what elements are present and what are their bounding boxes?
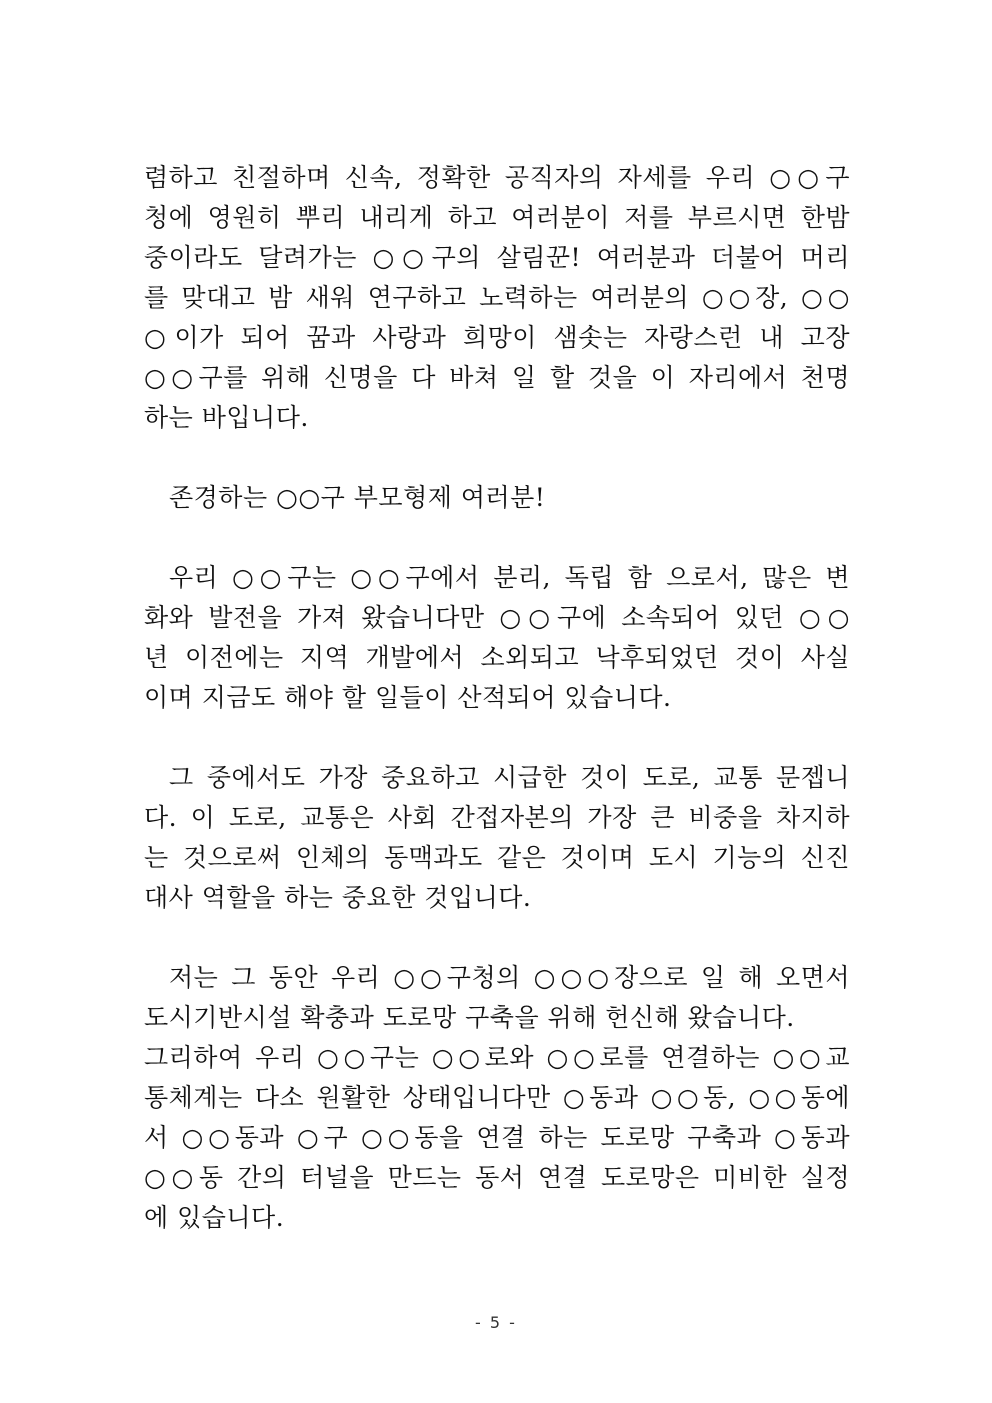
text-line: ○이가 되어 꿈과 사랑과 희망이 샘솟는 자랑스런 내 고장 [144, 323, 850, 352]
paragraph-gap [144, 718, 850, 758]
text-line: 저는 그 동안 우리 ○○구청의 ○○○장으로 일 해 오면서 [169, 963, 850, 992]
text-line: ○○구를 위해 신명을 다 바쳐 일 할 것을 이 자리에서 천명 [144, 363, 850, 392]
text-line: 이며 지금도 해야 할 일들이 산적되어 있습니다. [144, 683, 672, 712]
text-line: 중이라도 달려가는 ○○구의 살림꾼! 여러분과 더불어 머리 [144, 243, 850, 272]
text-line: 우리 ○○구는 ○○구에서 분리, 독립 함 으로서, 많은 변 [169, 563, 850, 592]
text-line: 를 맞대고 밤 새워 연구하고 노력하는 여러분의 ○○장, ○○ [144, 283, 850, 312]
text-line: 년 이전에는 지역 개발에서 소외되고 낙후되었던 것이 사실 [144, 643, 850, 672]
text-line: 그리하여 우리 ○○구는 ○○로와 ○○로를 연결하는 ○○교 [144, 1043, 850, 1072]
page-number: - 5 - [475, 1313, 517, 1332]
text-line: 대사 역할을 하는 중요한 것입니다. [144, 883, 532, 912]
text-line: 에 있습니다. [144, 1203, 285, 1232]
text-line: 화와 발전을 가져 왔습니다만 ○○구에 소속되어 있던 ○○ [144, 603, 850, 632]
text-line: 존경하는 ○○구 부모형제 여러분! [169, 483, 546, 512]
text-line: 그 중에서도 가장 중요하고 시급한 것이 도로, 교통 문젭니 [169, 763, 850, 792]
text-line: 서 ○○동과 ○구 ○○동을 연결 하는 도로망 구축과 ○동과 [144, 1123, 850, 1152]
paragraph-5 [144, 958, 850, 1238]
text-line: 도시기반시설 확충과 도로망 구축을 위해 헌신해 왔습니다. [144, 1003, 795, 1032]
text-line: 통체계는 다소 원활한 상태입니다만 ○동과 ○○동, ○○동에 [144, 1083, 850, 1112]
text-line: 청에 영원히 뿌리 내리게 하고 여러분이 저를 부르시면 한밤 [144, 203, 850, 232]
text-line: 하는 바입니다. [144, 403, 309, 432]
paragraph-3 [144, 558, 850, 718]
document-body [144, 158, 850, 1238]
paragraph-4 [144, 758, 850, 918]
paragraph-gap [144, 518, 850, 558]
text-line: 다. 이 도로, 교통은 사회 간접자본의 가장 큰 비중을 차지하 [144, 803, 850, 832]
text-line: 렴하고 친절하며 신속, 정확한 공직자의 자세를 우리 ○○구 [144, 163, 850, 192]
paragraph-2 [144, 478, 850, 518]
paragraph-1 [144, 158, 850, 438]
paragraph-gap [144, 918, 850, 958]
text-line: 는 것으로써 인체의 동맥과도 같은 것이며 도시 기능의 신진 [144, 843, 850, 872]
paragraph-gap [144, 438, 850, 478]
text-line: ○○동 간의 터널을 만드는 동서 연결 도로망은 미비한 실정 [144, 1163, 850, 1192]
